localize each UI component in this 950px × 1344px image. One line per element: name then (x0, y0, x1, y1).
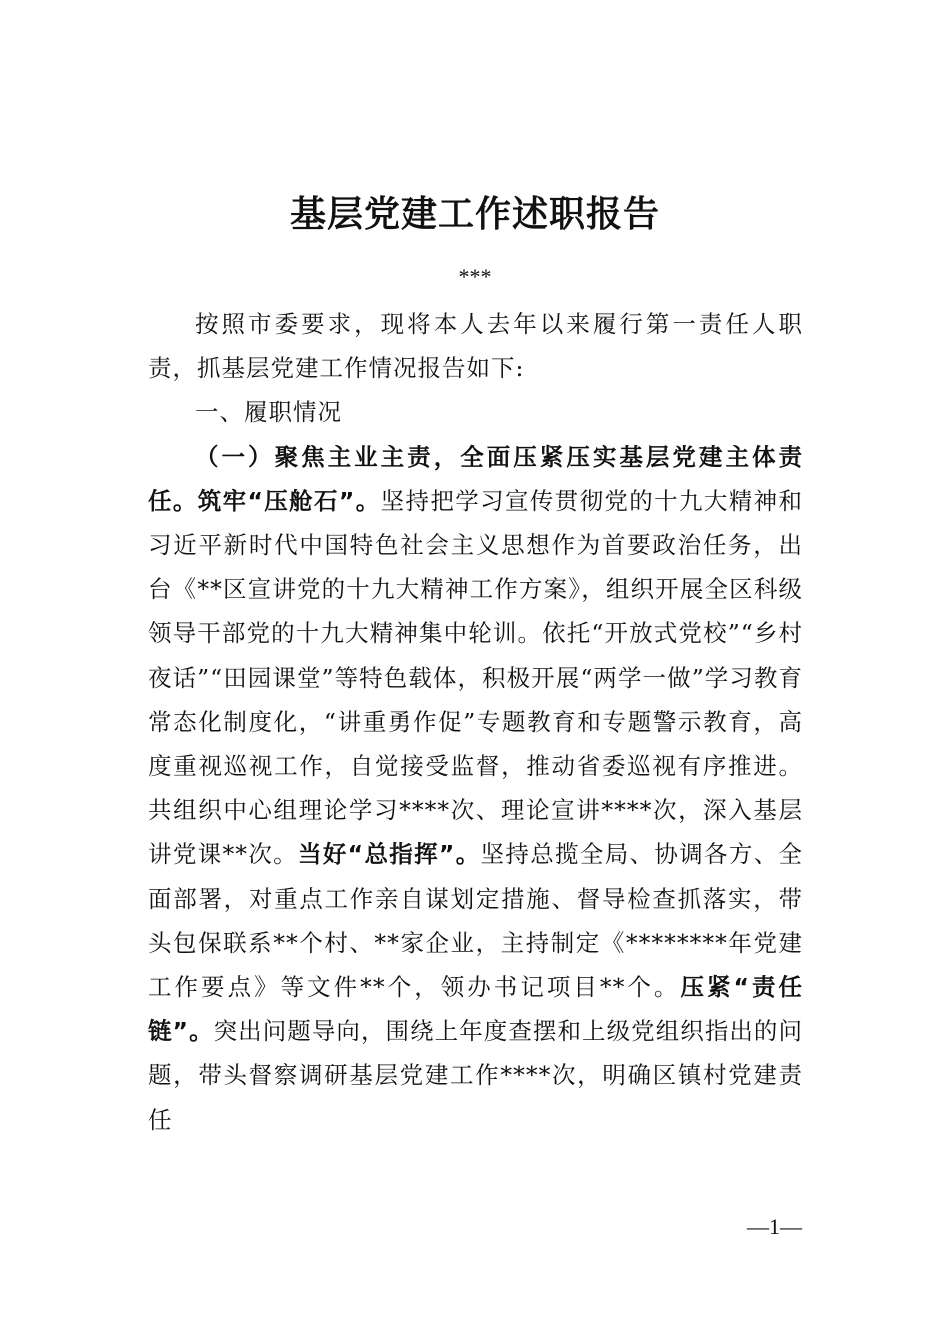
subsection-heading: （一）聚焦主业主责，全面压紧压实基层党建主体责任。 (148, 442, 803, 515)
page-number: —1— (747, 1214, 802, 1239)
document-title: 基层党建工作述职报告 (289, 193, 660, 235)
document-author: *** (458, 264, 492, 289)
point-3-label: 压紧“责任链”。 (148, 973, 804, 1046)
section-heading: 一、履职情况 (195, 398, 342, 427)
point-3-text: 突出问题导向，围绕上年度查摆和上级党组织指出的问题，带头督察调研基层党建工作****次，明确区镇村党建责任 (148, 1017, 803, 1134)
point-2-text: 坚持总揽全局、协调各方、全面部署，对重点工作亲自谋划定措施、督导检查抓落实，带头包保联系**个村、**家企业，主持制定《********年党建工作要点》等文件**个，领办书记项目**个。 (148, 840, 804, 1002)
point-1-label: 筑牢“压舱石”。 (197, 486, 381, 515)
subsection-paragraph (148, 435, 803, 1142)
document-body (148, 302, 803, 1142)
intro-paragraph: 按照市委要求，现将本人去年以来履行第一责任人职责，抓基层党建工作情况报告如下: (148, 310, 803, 383)
point-1-text: 坚持把学习宣传贯彻党的十九大精神和习近平新时代中国特色社会主义思想作为首要政治任务，出台《**区宣讲党的十九大精神工作方案》，组织开展全区科级领导干部党的十九大精神集中轮训。依托“开放式党校”“乡村夜话”“田园课堂”等特色载体，积极开展“两学一做”学习教育常态化制度化，“讲重勇作促”专题教育和专题警示教育，高度重视巡视工作，自觉接受监督，推动省委巡视有序推进。共组织中心组理论学习****次、理论宣讲****次，深入基层讲党课**次。 (148, 486, 804, 869)
point-2-label: 当好“总指挥”。 (298, 840, 481, 869)
